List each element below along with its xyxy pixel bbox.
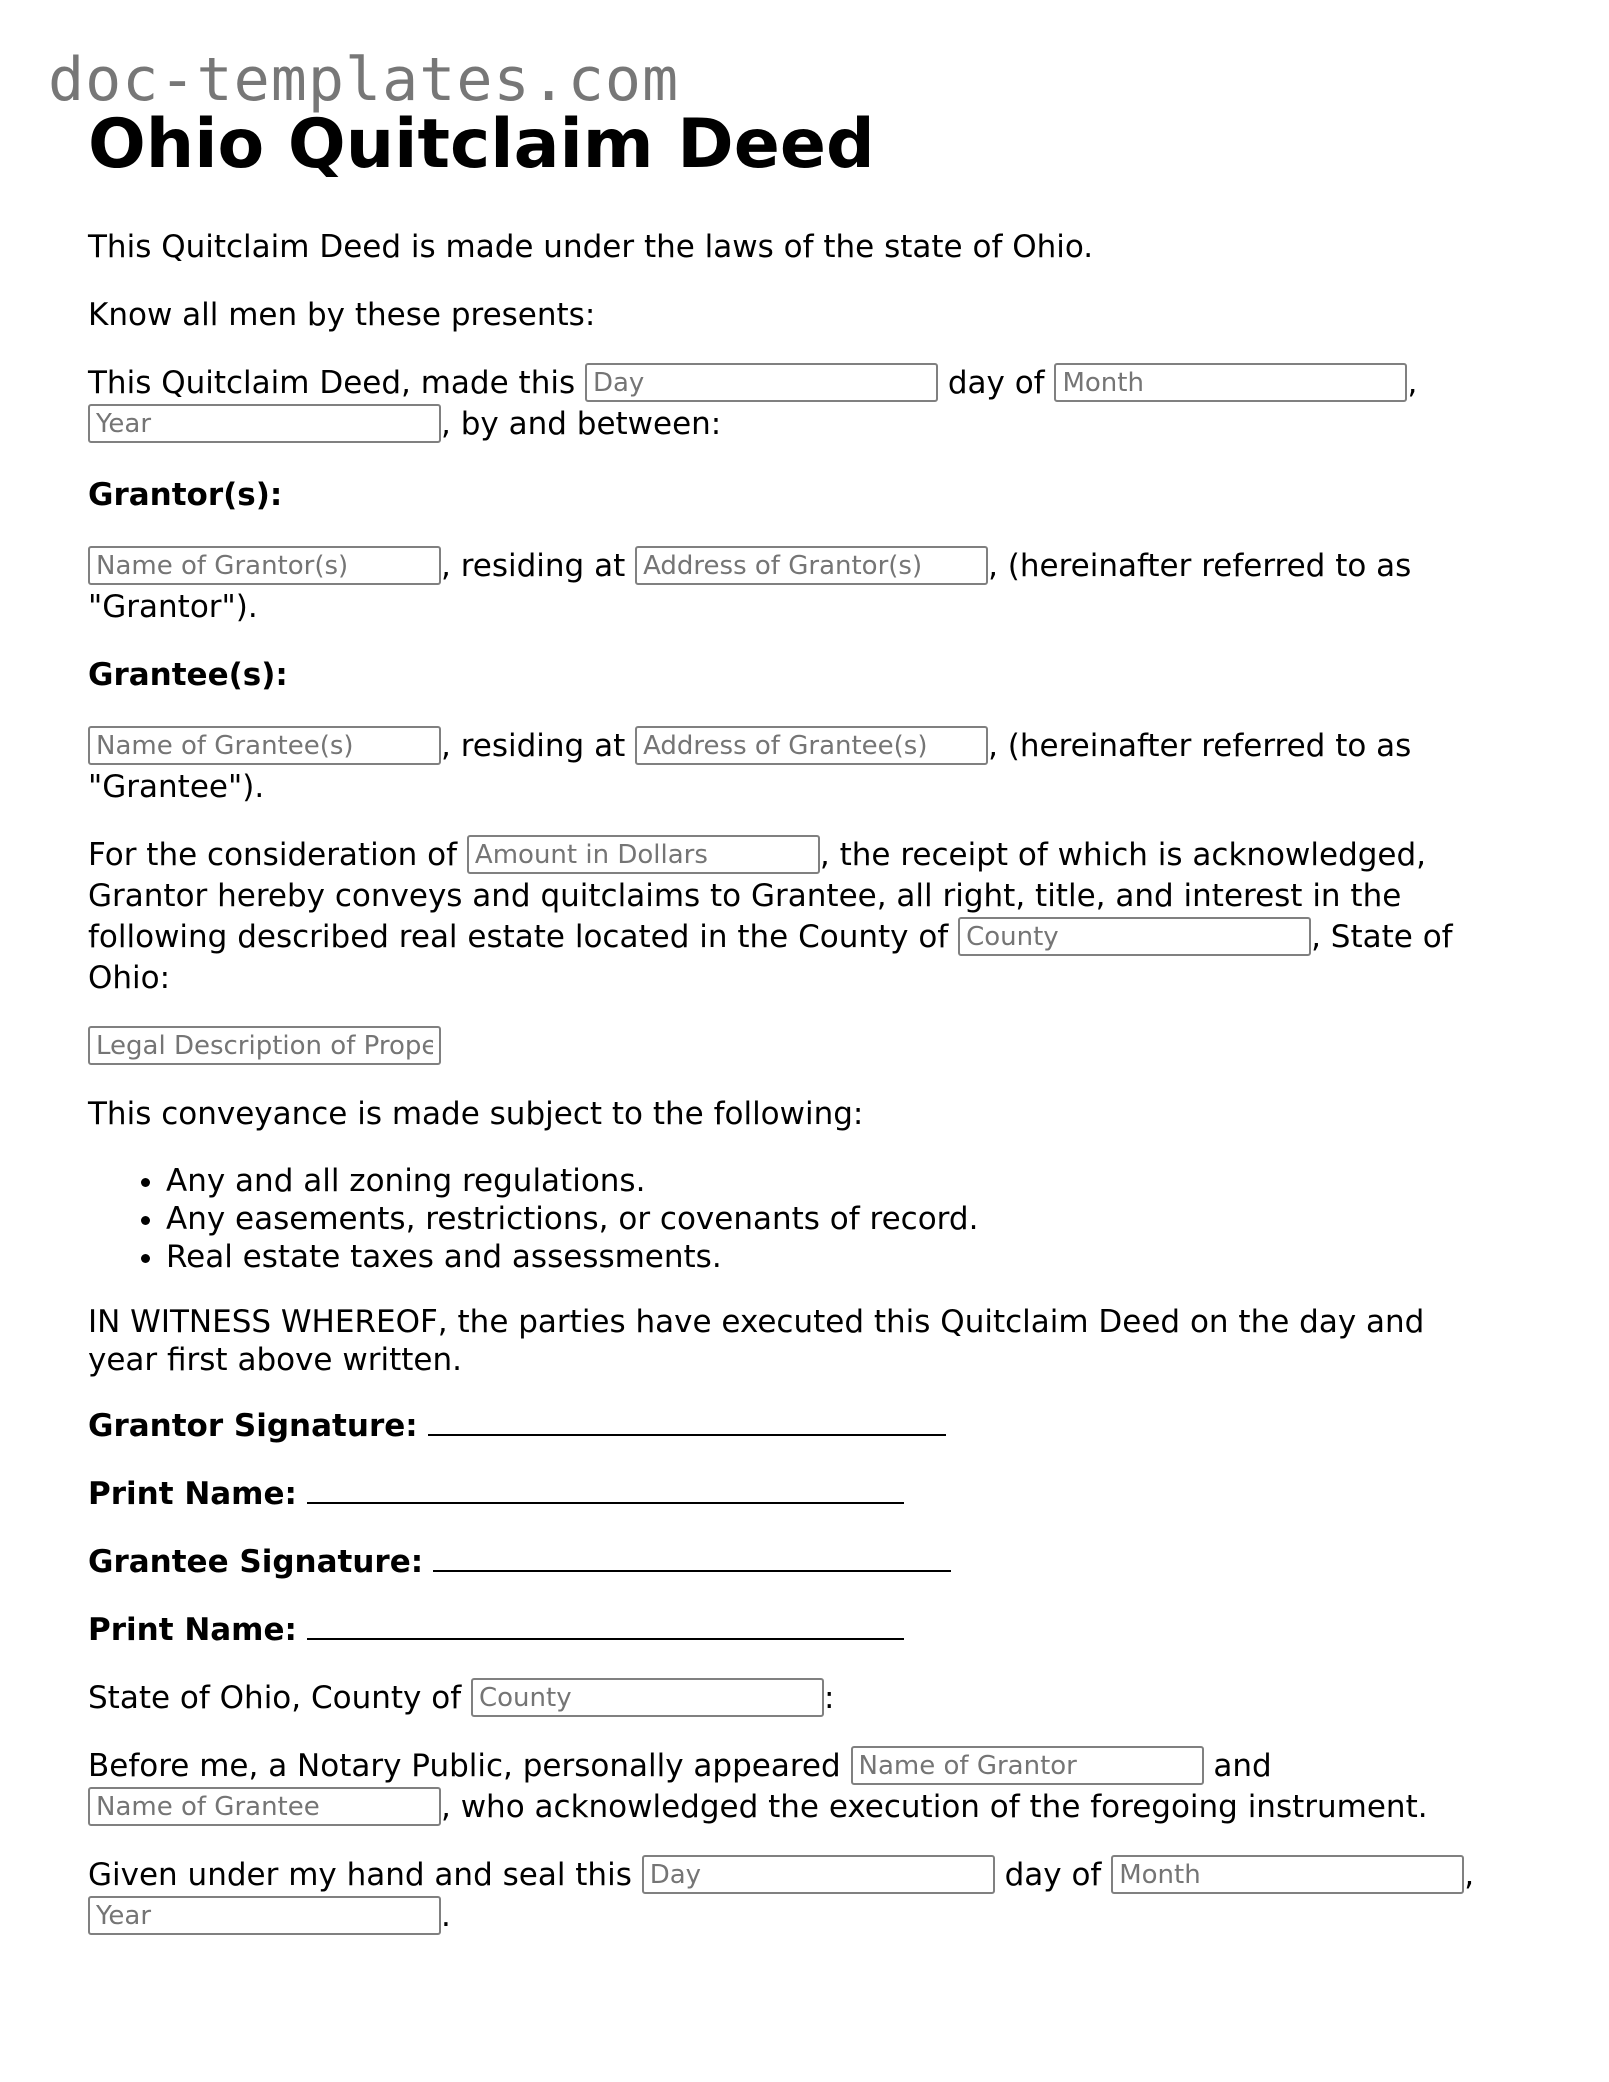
grantor-suffix: , (hereinafter referred to as "Grantor"). xyxy=(88,548,1412,625)
deed-day-input[interactable] xyxy=(585,363,938,402)
list-item: • Real estate taxes and assessments. xyxy=(166,1238,1488,1276)
notary-prefix: Before me, a Notary Public, personally appeared xyxy=(88,1748,841,1784)
legal-description-input[interactable] xyxy=(88,1026,441,1065)
grantee-suffix: , (hereinafter referred to as "Grantee"). xyxy=(88,728,1412,805)
grantor-signature-label: Grantor Signature: xyxy=(88,1408,418,1444)
watermark: doc-templates.com xyxy=(48,45,680,115)
list-item: • Any easements, restrictions, or covenants of record. xyxy=(166,1200,1488,1238)
date-prefix: This Quitclaim Deed, made this xyxy=(88,365,576,401)
grantee-print-name-line xyxy=(88,1610,1488,1651)
grantor-heading: Grantor(s): xyxy=(88,477,283,513)
date-line xyxy=(88,363,1488,445)
notary-county-input[interactable] xyxy=(471,1678,824,1717)
notary-paragraph xyxy=(88,1746,1488,1828)
grantee-address-input[interactable] xyxy=(635,726,988,765)
grantor-print-name-label: Print Name: xyxy=(88,1476,297,1512)
grantor-print-name-field[interactable] xyxy=(307,1474,904,1504)
given-prefix: Given under my hand and seal this xyxy=(88,1857,632,1893)
grantee-signature-field[interactable] xyxy=(433,1542,951,1572)
grantor-signature-field[interactable] xyxy=(428,1406,946,1436)
deed-year-input[interactable] xyxy=(88,404,441,443)
grantee-residing-label: , residing at xyxy=(441,728,626,764)
notary-grantee-input[interactable] xyxy=(88,1787,441,1826)
grantor-name-input[interactable] xyxy=(88,546,441,585)
notary-and-label: and xyxy=(1213,1748,1272,1784)
amount-input[interactable] xyxy=(467,835,820,874)
given-period: . xyxy=(441,1898,451,1934)
grantee-heading: Grantee(s): xyxy=(88,657,288,693)
grantee-line xyxy=(88,726,1488,808)
grantee-print-name-label: Print Name: xyxy=(88,1612,297,1648)
day-of-label: day of xyxy=(947,365,1045,401)
date-suffix: , by and between: xyxy=(441,406,722,442)
subject-to-text: This conveyance is made subject to the following: xyxy=(88,1096,864,1132)
intro-text: This Quitclaim Deed is made under the laws of the state of Ohio. xyxy=(88,229,1094,265)
conditions-list xyxy=(88,1162,1488,1276)
know-all-text: Know all men by these presents: xyxy=(88,297,596,333)
grantee-print-name-field[interactable] xyxy=(307,1610,904,1640)
notary-grantor-input[interactable] xyxy=(851,1746,1204,1785)
page-title: Ohio Quitclaim Deed xyxy=(88,105,875,184)
grantee-signature-line xyxy=(88,1542,1488,1583)
grantee-name-input[interactable] xyxy=(88,726,441,765)
legal-description-line xyxy=(88,1026,1488,1067)
grantor-signature-line xyxy=(88,1406,1488,1447)
given-month-input[interactable] xyxy=(1111,1855,1464,1894)
given-year-input[interactable] xyxy=(88,1896,441,1935)
notary-state-line xyxy=(88,1678,1488,1719)
consideration-paragraph xyxy=(88,835,1488,999)
given-day-of-label: day of xyxy=(1004,1857,1102,1893)
consideration-suffix: , State of Ohio: xyxy=(88,919,1453,996)
grantor-line xyxy=(88,546,1488,628)
grantor-print-name-line xyxy=(88,1474,1488,1515)
given-comma: , xyxy=(1464,1857,1475,1893)
property-county-input[interactable] xyxy=(958,917,1311,956)
notary-state-prefix: State of Ohio, County of xyxy=(88,1680,462,1716)
consideration-prefix: For the consideration of xyxy=(88,837,458,873)
grantor-address-input[interactable] xyxy=(635,546,988,585)
grantee-signature-label: Grantee Signature: xyxy=(88,1544,424,1580)
witness-text: IN WITNESS WHEREOF, the parties have executed this Quitclaim Deed on the day and year first above written. xyxy=(88,1304,1425,1378)
given-day-input[interactable] xyxy=(642,1855,995,1894)
given-line xyxy=(88,1855,1488,1937)
document-body xyxy=(88,220,1488,1937)
notary-state-suffix: : xyxy=(823,1680,835,1716)
date-comma: , xyxy=(1407,365,1418,401)
grantor-residing-label: , residing at xyxy=(441,548,626,584)
notary-suffix: , who acknowledged the execution of the foregoing instrument. xyxy=(441,1789,1428,1825)
consideration-middle: , the receipt of which is acknowledged, Grantor hereby conveys and quitclaims to Grantee, all right, title, and interest in the following described real estate located in the County of xyxy=(88,837,1427,955)
list-item: • Any and all zoning regulations. xyxy=(166,1162,1488,1200)
deed-month-input[interactable] xyxy=(1054,363,1407,402)
